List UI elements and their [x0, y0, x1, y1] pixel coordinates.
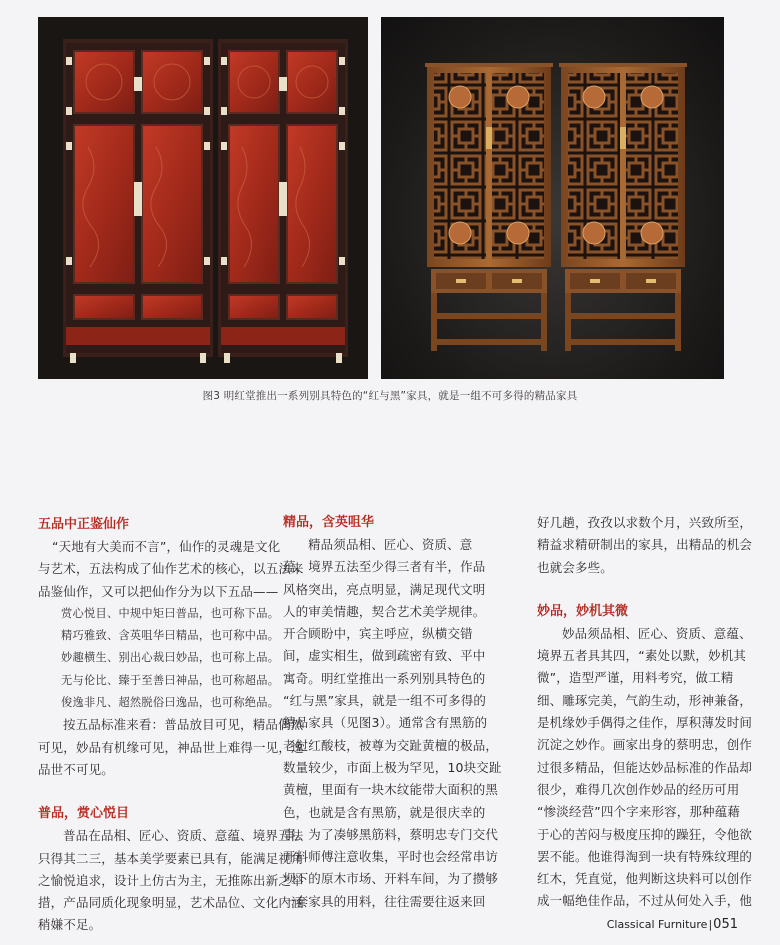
- text-line: 精品家具（见图3）。通常含有黑筋的: [283, 715, 488, 731]
- text-line: 罢不能。他谁得淘到一块有特殊纹理的: [537, 848, 753, 864]
- text-line: “天地有大美而不言”，仙作的灵魂是文化: [52, 539, 281, 554]
- article-column-3: [537, 512, 769, 913]
- text-line: 色，也就是含有黑筋，就是很庆幸的: [283, 804, 486, 820]
- page-number: 051: [713, 917, 738, 932]
- text-line: 成一幅绝佳作品，不过从何处入手，他: [537, 893, 753, 909]
- grade-item: 俊逸非凡、超然脱俗曰逸品，也可称绝品。: [61, 696, 280, 710]
- text-line: 品世不可见。: [38, 761, 114, 777]
- text-line: 开合顾盼中，宾主呼应，纵横交错: [283, 626, 473, 642]
- section-heading-overview: 五品中正鉴仙作: [38, 517, 130, 532]
- text-line: 很少，难得几次创作妙品的经历可用: [537, 781, 740, 797]
- text-line: 一套家具的用料，往往需要往返来回: [283, 893, 486, 909]
- lattice-cabinets-illustration: [381, 17, 724, 379]
- text-line: 老挝红酸枝，被尊为交趾黄檀的极品，: [283, 737, 499, 753]
- grade-item: 精巧雅致、含英咀华曰精品，也可称中品。: [61, 629, 280, 643]
- text-line: 与艺术，五法构成了仙作艺术的核心，以五法来: [38, 561, 304, 577]
- text-line: 普品在品相、匠心、资质、意蕴、境界五法: [63, 828, 304, 844]
- article-column-1: [38, 514, 304, 937]
- grade-item: 赏心悦目、中规中矩曰普品，也可称下品。: [61, 606, 280, 620]
- lattice-cabinet-left: [425, 63, 553, 351]
- cabinet-right: [218, 39, 348, 363]
- text-line: 沉淀之妙作。画家出身的蔡明忠，创作: [537, 737, 753, 753]
- text-line: 细、雕琢完美，气韵生动，形神兼备，: [537, 692, 753, 708]
- text-line: 稍嫌不足。: [38, 917, 102, 933]
- text-line: “惨淡经营”四个字来形容，那种蕴藉: [537, 804, 741, 820]
- text-line: 按五品标准来看：普品放目可见，精品偶然: [63, 717, 304, 733]
- section-heading-miaopin: 妙品，妙机其微: [537, 603, 629, 619]
- text-line: 品鉴仙作，又可以把仙作分为以下五品——: [38, 583, 279, 599]
- grade-item: 妙趣横生、别出心裁曰妙品，也可称上品。: [61, 651, 280, 665]
- text-line: 之愉悦追求，设计上仿古为主，无推陈出新之举: [38, 872, 304, 888]
- text-line: 境界五者具其四，“素处以默，妙机其: [537, 648, 747, 664]
- text-line: 措，产品同质化现象明显，艺术品位、文化内涵: [38, 895, 304, 911]
- section-heading-pupin: 普品，赏心悦目: [38, 806, 130, 822]
- text-line: 坝下的原木市场、开料车间，为了攒够: [283, 871, 499, 887]
- text-line: 红木，凭直觉，他判断这块料可以创作: [537, 871, 753, 887]
- page-footer: Classical Furniture|051: [606, 917, 738, 932]
- text-line: “红与黑”家具，就是一组不可多得的: [283, 693, 487, 709]
- text-line: 间，虚实相生，做到疏密有致、平中: [283, 648, 486, 664]
- text-line: 精品须品相、匠心、资质、意: [308, 537, 473, 552]
- text-line: 也就会多些。: [537, 559, 613, 575]
- text-line: 于心的苦闷与极度压抑的躁狂，令他欲: [537, 826, 753, 842]
- text-line: 数量较少，市面上极为罕见，10块交趾: [283, 759, 502, 775]
- text-line: 蕴、境界五法至少得三者有半，作品: [283, 559, 486, 575]
- text-line: 微”，造型严谨，用料考究，做工精: [537, 670, 734, 686]
- text-line: 风格突出，亮点明显，满足现代文明: [283, 581, 486, 597]
- red-black-cabinets-illustration: [38, 17, 368, 379]
- red-black-cabinets-photo: [38, 17, 368, 379]
- text-line: 事。为了凑够黑筋料，蔡明忠专门交代: [283, 826, 499, 842]
- magazine-name: Classical Furniture: [606, 918, 708, 931]
- text-line: 精益求精研制出的家具，出精品的机会: [537, 537, 753, 553]
- lattice-cabinets-photo: [381, 17, 724, 379]
- text-line: 是机缘妙手偶得之佳作，厚积薄发时间: [537, 715, 753, 731]
- text-line: 黄檀，里面有一块木纹能带大面积的黑: [283, 782, 499, 798]
- text-line: 开料师傅注意收集，平时也会经常串访: [283, 849, 499, 865]
- text-line: 寓奇。明红堂推出一系列别具特色的: [283, 670, 486, 686]
- section-heading-jingpin: 精品，含英咀华: [283, 515, 375, 530]
- lattice-cabinet-right: [559, 63, 687, 351]
- text-line: 只得其二三，基本美学要素已具有，能满足视角: [38, 850, 304, 866]
- grade-item: 无与伦比、臻于至善曰神品，也可称超品。: [61, 673, 280, 687]
- text-line: 人的审美情趣，契合艺术美学规律。: [283, 603, 486, 619]
- cabinet-left: [63, 39, 213, 363]
- text-line: 过很多精品，但能达妙品标准的作品却: [537, 759, 753, 775]
- article-column-2: [283, 512, 515, 913]
- text-line: 可见，妙品有机缘可见，神品世上难得一见，逸: [38, 739, 304, 755]
- figure-caption: 图3 明红堂推出一系列别具特色的“红与黑”家具，就是一组不可多得的精品家具: [202, 390, 578, 402]
- text-line: 好几趟，孜孜以求数个月，兴致所至，: [537, 515, 753, 530]
- text-line: 妙品须品相、匠心、资质、意蕴、: [562, 625, 752, 641]
